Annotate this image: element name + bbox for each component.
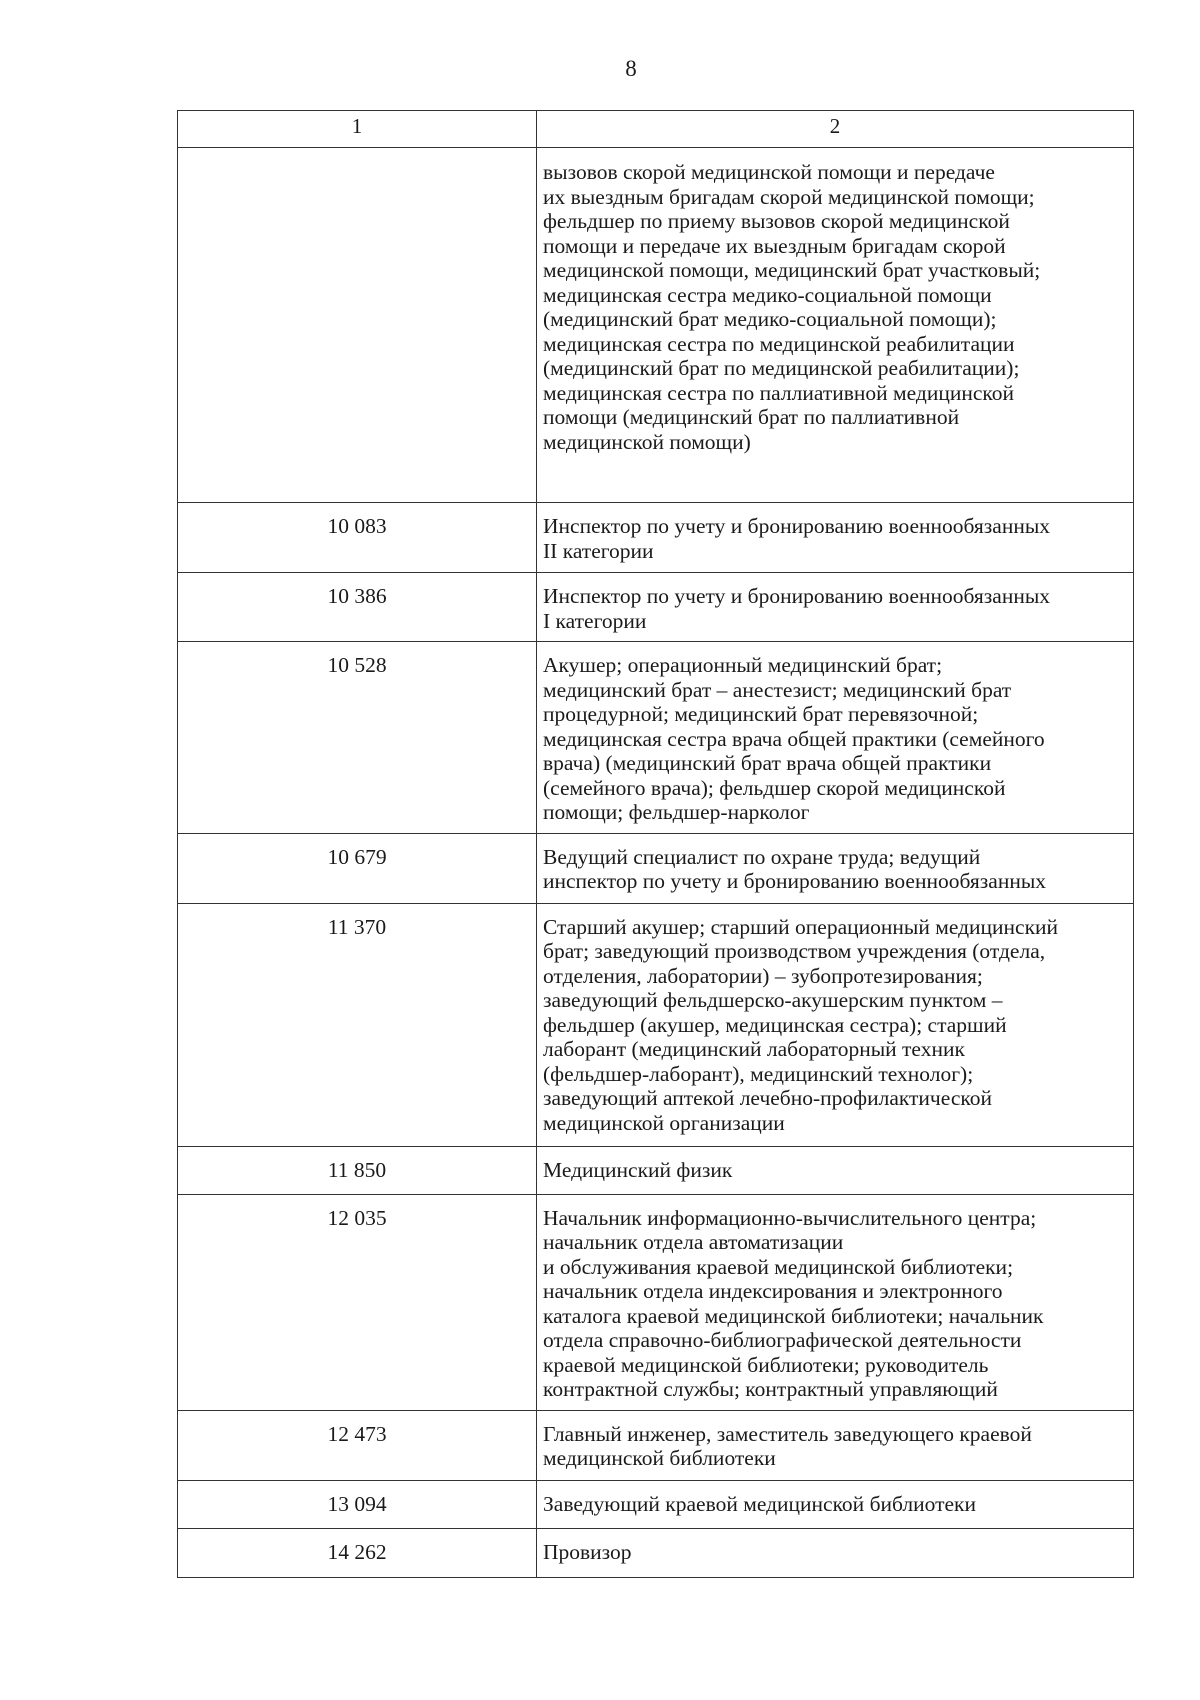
column-header-1: 1 bbox=[178, 111, 537, 148]
row-description-cell bbox=[537, 148, 1134, 503]
description-line: медицинская сестра по медицинской реабилитации bbox=[543, 331, 1015, 356]
description-line: Ведущий специалист по охране труда; ведущий bbox=[543, 844, 981, 869]
description-line: (семейного врача); фельдшер скорой медицинской bbox=[543, 775, 1006, 800]
row-code-cell: 11 850 bbox=[178, 1146, 537, 1194]
description-line: отделения, лаборатории) – зубопротезирования; bbox=[543, 963, 983, 988]
description-line: инспектор по учету и бронированию военнообязанных bbox=[543, 869, 1047, 893]
table-row bbox=[178, 642, 1134, 834]
description-line: Инспектор по учету и бронированию военнообязанных bbox=[543, 584, 1051, 608]
description-line: фельдшер по приему вызовов скорой медицинской bbox=[543, 209, 1010, 233]
description-line: (медицинский брат по медицинской реабилитации); bbox=[543, 356, 1020, 380]
description-line: Заведующий краевой медицинской библиотеки bbox=[543, 1491, 977, 1516]
table-row bbox=[178, 1528, 1134, 1577]
description-line: отдела справочно-библиографической деятельности bbox=[543, 1328, 1022, 1352]
row-description-cell bbox=[537, 833, 1134, 903]
column-header-2: 2 bbox=[537, 111, 1134, 148]
row-description-cell bbox=[537, 573, 1134, 642]
salary-table bbox=[177, 110, 1134, 1578]
description-line: и обслуживания краевой медицинской библиотеки; bbox=[543, 1254, 1014, 1279]
description-line: медицинской помощи) bbox=[543, 429, 751, 454]
description-line: Акушер; операционный медицинский брат; bbox=[543, 653, 943, 677]
table-row bbox=[178, 573, 1134, 642]
description-line: Медицинский физик bbox=[543, 1157, 733, 1182]
row-code-cell: 10 083 bbox=[178, 503, 537, 573]
table-row bbox=[178, 503, 1134, 573]
row-code-cell: 14 262 bbox=[178, 1528, 537, 1577]
description-line: Инспектор по учету и бронированию военнообязанных bbox=[543, 514, 1051, 538]
table-row bbox=[178, 833, 1134, 903]
description-line: (фельдшер-лаборант), медицинский технолог); bbox=[543, 1061, 974, 1086]
row-description-cell bbox=[537, 1410, 1134, 1480]
description-line: фельдшер (акушер, медицинская сестра); старший bbox=[543, 1012, 1007, 1037]
description-line: (медицинский брат медико-социальной помощи); bbox=[543, 307, 997, 331]
row-description-cell bbox=[537, 1194, 1134, 1410]
table-row bbox=[178, 148, 1134, 503]
description-line: Провизор bbox=[543, 1539, 632, 1564]
table-header-row bbox=[178, 111, 1134, 148]
row-description-cell bbox=[537, 642, 1134, 834]
description-line: медицинская сестра врача общей практики (семейного bbox=[543, 726, 1045, 751]
table-row bbox=[178, 1146, 1134, 1194]
table-row bbox=[178, 1410, 1134, 1480]
description-line: помощи и передаче их выездным бригадам скорой bbox=[543, 233, 1006, 258]
row-code-cell: 11 370 bbox=[178, 903, 537, 1146]
description-line: краевой медицинской библиотеки; руководитель bbox=[543, 1352, 989, 1377]
row-code-cell: 10 679 bbox=[178, 833, 537, 903]
description-line: II категории bbox=[543, 538, 654, 563]
table-row bbox=[178, 1194, 1134, 1410]
description-line: медицинский брат – анестезист; медицинский брат bbox=[543, 677, 1012, 702]
description-line: медицинская сестра медико-социальной помощи bbox=[543, 282, 992, 307]
description-line: процедурной; медицинский брат перевязочной; bbox=[543, 702, 979, 726]
row-code-cell: 13 094 bbox=[178, 1480, 537, 1528]
row-description-cell bbox=[537, 503, 1134, 573]
description-line: брат; заведующий производством учреждения (отдела, bbox=[543, 939, 1046, 963]
description-line: помощи (медицинский брат по паллиативной bbox=[543, 405, 960, 429]
description-line: их выездным бригадам скорой медицинской помощи; bbox=[543, 184, 1035, 209]
row-code-cell: 12 035 bbox=[178, 1194, 537, 1410]
row-code-cell: 10 386 bbox=[178, 573, 537, 642]
description-line: каталога краевой медицинской библиотеки; начальник bbox=[543, 1303, 1044, 1328]
page-number: 8 bbox=[625, 56, 637, 81]
description-line: Главный инженер, заместитель заведующего краевой bbox=[543, 1421, 1032, 1446]
description-line: Старший акушер; старший операционный медицинский bbox=[543, 914, 1059, 939]
description-line: Начальник информационно-вычислительного центра; bbox=[543, 1205, 1037, 1230]
description-line: медицинская сестра по паллиативной медицинской bbox=[543, 380, 1015, 405]
description-line: помощи; фельдшер-нарколог bbox=[543, 800, 810, 824]
description-line: начальник отдела индексирования и электронного bbox=[543, 1279, 1003, 1303]
description-line: лаборант (медицинский лабораторный техник bbox=[543, 1037, 965, 1061]
description-line: вызовов скорой медицинской помощи и передаче bbox=[543, 160, 995, 184]
row-description-cell bbox=[537, 903, 1134, 1146]
description-line: контрактной службы; контрактный управляющий bbox=[543, 1377, 998, 1401]
row-code-cell bbox=[178, 148, 537, 503]
description-line: врача) (медицинский брат врача общей практики bbox=[543, 751, 992, 775]
table-body bbox=[178, 111, 1134, 1578]
row-description-cell bbox=[537, 1480, 1134, 1528]
description-line: медицинской библиотеки bbox=[543, 1446, 776, 1470]
description-line: I категории bbox=[543, 608, 647, 633]
description-line: заведующий аптекой лечебно-профилактической bbox=[543, 1086, 992, 1110]
description-line: заведующий фельдшерско-акушерским пунктом – bbox=[543, 988, 1003, 1012]
description-line: медицинской организации bbox=[543, 1110, 785, 1135]
table-row bbox=[178, 903, 1134, 1146]
row-description-cell bbox=[537, 1528, 1134, 1577]
row-code-cell: 12 473 bbox=[178, 1410, 537, 1480]
row-code-cell: 10 528 bbox=[178, 642, 537, 834]
table-row bbox=[178, 1480, 1134, 1528]
description-line: медицинской помощи, медицинский брат участковый; bbox=[543, 258, 1041, 282]
row-description-cell bbox=[537, 1146, 1134, 1194]
description-line: начальник отдела автоматизации bbox=[543, 1230, 844, 1254]
